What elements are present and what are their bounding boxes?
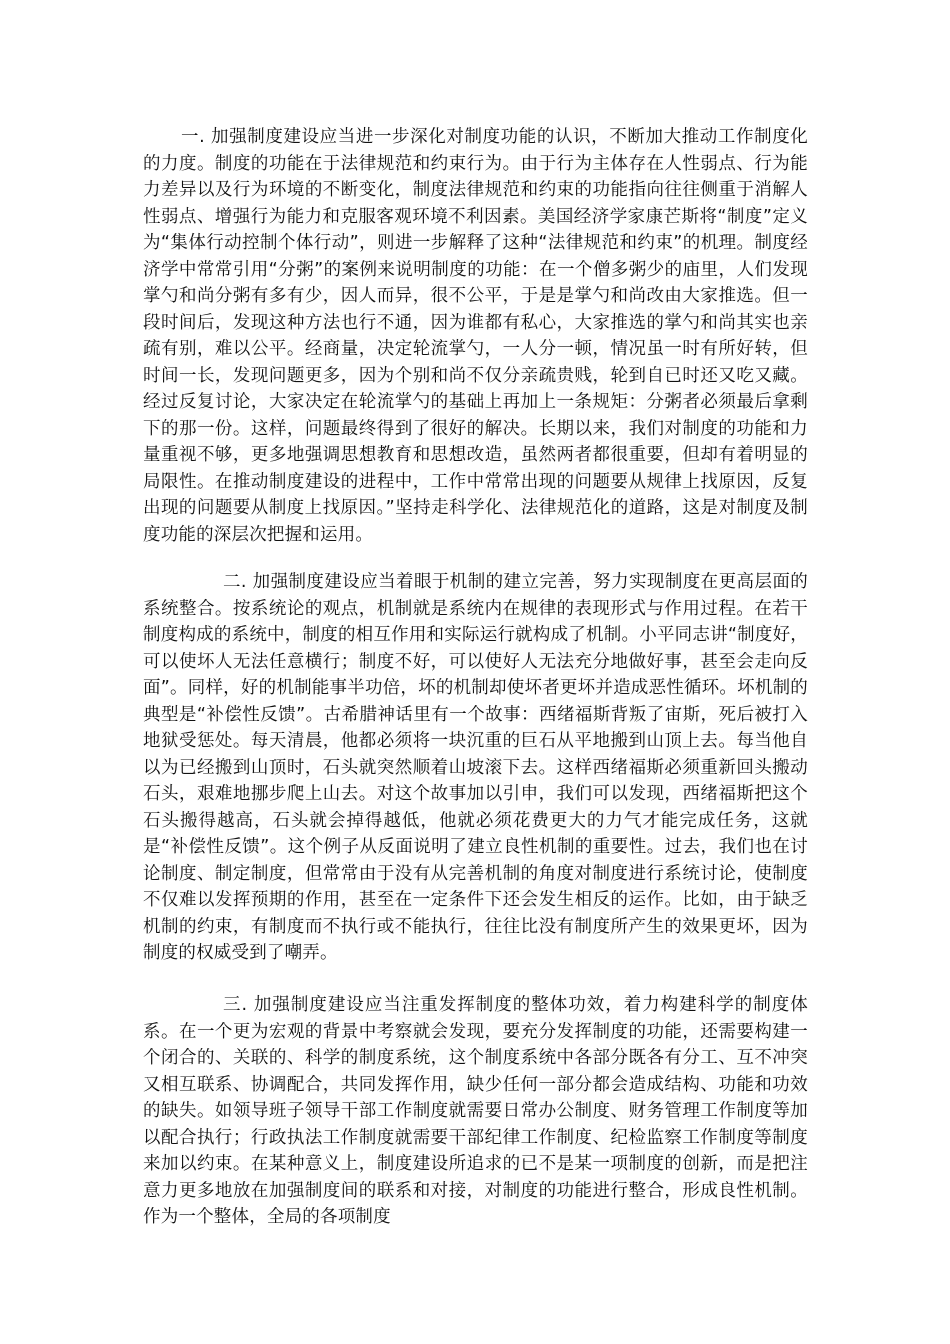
paragraph-2: 二. 加强制度建设应当着眼于机制的建立完善，努力实现制度在更高层面的系统整合。按系统论的观点，机制就是系统内在规律的表现形式与作用过程。在若干制度构成的系统中，制度的相互作用和实际运行就构成了机制。小平同志讲“制度好，可以使坏人无法任意横行；制度不好，可以使好人无法充分地做好事，甚至会走向反面”。同样，好的机制能事半功倍，坏的机制却使坏者更坏并造成恶性循环。坏机制的典型是“补偿性反馈”。古希腊神话里有一个故事：西绪福斯背叛了宙斯，死后被打入地狱受惩处。每天清晨，他都必须将一块沉重的巨石从平地搬到山顶上去。每当他自以为已经搬到山顶时，石头就突然顺着山坡滚下去。这样西绪福斯必须重新回头搬动石头，艰难地挪步爬上山去。对这个故事加以引申，我们可以发现，西绪福斯把这个石头搬得越高，石头就会掉得越低，他就必须花费更大的力气才能完成任务，这就是“补偿性反馈”。这个例子从反面说明了建立良性机制的重要性。过去，我们也在讨论制度、制定制度，但常常由于没有从完善机制的角度对制度进行系统讨论，使制度不仅难以发挥预期的作用，甚至在一定条件下还会发生相反的运作。比如，由于缺乏机制的约束，有制度而不执行或不能执行，往往比没有制度所产生的效果更坏，因为制度的权威受到了嘲弄。	[143, 572, 808, 963]
paragraph-1: 一. 加强制度建设应当进一步深化对制度功能的认识，不断加大推动工作制度化的力度。制度的功能在于法律规范和约束行为。由于行为主体存在人性弱点、行为能力差异以及行为环境的不断变化，制度法律规范和约束的功能指向往往侧重于消解人性弱点、增强行为能力和克服客观环境不利因素。美国经济学家康芒斯将“制度”定义为“集体行动控制个体行动”，则进一步解释了这种“法律规范和约束”的机理。制度经济学中常常引用“分粥”的案例来说明制度的功能：在一个僧多粥少的庙里，人们发现掌勺和尚分粥有多有少，因人而异，很不公平，于是是掌勺和尚改由大家推选。但一段时间后，发现这种方法也行不通，因为谁都有私心，大家推选的掌勺和尚其实也亲疏有别，难以公平。经商量，决定轮流掌勺，一人分一顿，情况虽一时有所好转，但时间一长，发现问题更多，因为个别和尚不仅分亲疏贵贱，轮到自已时还又吃又藏。经过反复讨论，大家决定在轮流掌勺的基础上再加上一条规矩：分粥者必须最后拿剩下的那一份。这样，问题最终得到了很好的解决。长期以来，我们对制度的功能和力量重视不够，更多地强调思想教育和思想改造，虽然两者都很重要，但却有着明显的局限性。在推动制度建设的进程中，工作中常常出现的问题要从规律上找原因，反复出现的问题要从制度上找原因。”坚持走科学化、法律规范化的道路，这是对制度及制度功能的深层次把握和运用。	[143, 127, 808, 545]
paragraph-3: 三. 加强制度建设应当注重发挥制度的整体功效，着力构建科学的制度体系。在一个更为宏观的背景中考察就会发现，要充分发挥制度的功能，还需要构建一个闭合的、关联的、科学的制度系统，这个制度系统中各部分既各有分工、互不冲突又相互联系、协调配合，共同发挥作用，缺少任何一部分都会造成结构、功能和功效的缺失。如领导班子领导干部工作制度就需要日常办公制度、财务管理工作制度等加以配合执行；行政执法工作制度就需要干部纪律工作制度、纪检监察工作制度等制度来加以约束。在某种意义上，制度建设所追求的已不是某一项制度的创新，而是把注意力更多地放在加强制度间的联系和对接，对制度的功能进行整合，形成良性机制。作为一个整体，全局的各项制度	[143, 995, 808, 1227]
